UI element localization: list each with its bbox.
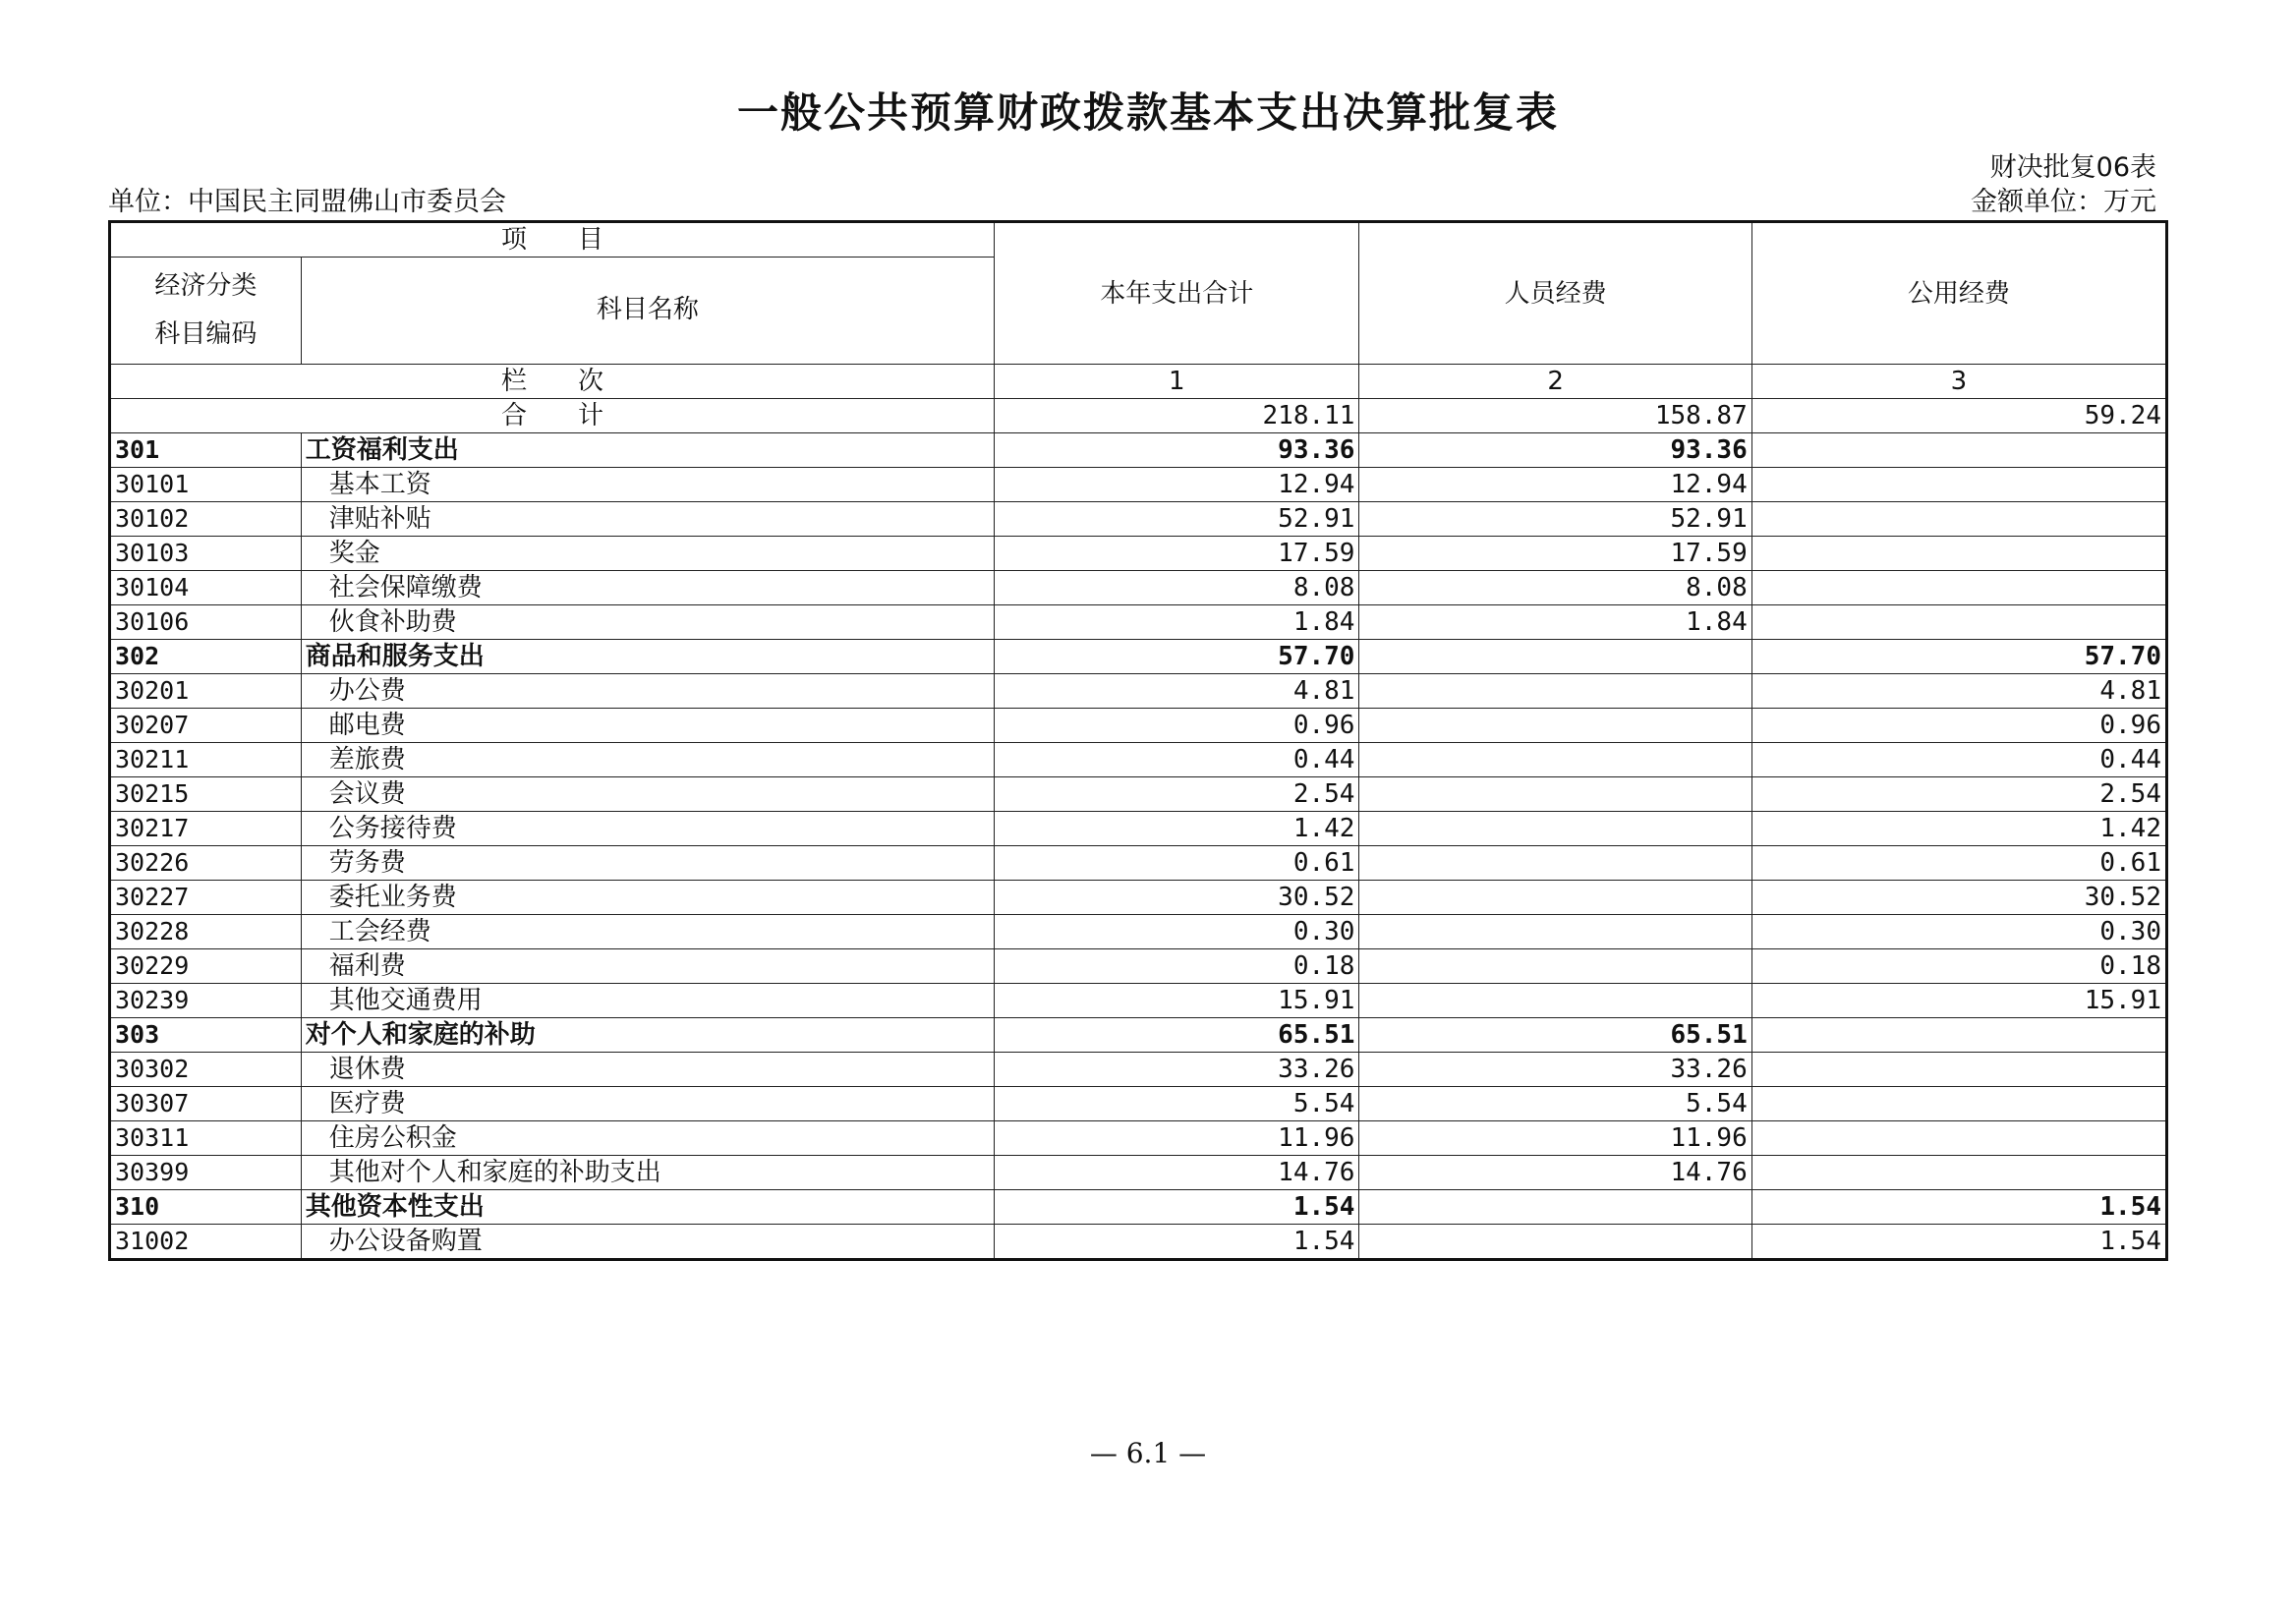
row-name: 基本工资 <box>301 468 994 502</box>
row-personnel <box>1359 949 1751 984</box>
row-public: 0.44 <box>1751 743 2166 777</box>
sum-public: 59.24 <box>1751 399 2166 433</box>
table-row <box>110 1225 2167 1260</box>
row-code: 30239 <box>110 984 302 1018</box>
col-index-3: 3 <box>1751 365 2166 399</box>
header-public: 公用经费 <box>1751 222 2166 365</box>
row-public <box>1751 468 2166 502</box>
row-public: 57.70 <box>1751 640 2166 674</box>
sum-label: 合 计 <box>110 399 995 433</box>
row-code: 31002 <box>110 1225 302 1260</box>
col-index-2: 2 <box>1359 365 1751 399</box>
row-total: 1.54 <box>994 1225 1358 1260</box>
row-code: 30215 <box>110 777 302 812</box>
row-personnel <box>1359 743 1751 777</box>
row-personnel <box>1359 709 1751 743</box>
row-code: 30104 <box>110 571 302 605</box>
row-personnel: 17.59 <box>1359 537 1751 571</box>
row-code: 30103 <box>110 537 302 571</box>
row-personnel <box>1359 812 1751 846</box>
unit-label: 单位：中国民主同盟佛山市委员会 <box>108 187 506 217</box>
row-personnel <box>1359 984 1751 1018</box>
row-total: 14.76 <box>994 1156 1358 1190</box>
page-number: — 6.1 — <box>1089 1437 1207 1469</box>
sum-row <box>110 399 2167 433</box>
sum-personnel: 158.87 <box>1359 399 1751 433</box>
row-public <box>1751 537 2166 571</box>
row-name: 住房公积金 <box>301 1121 994 1156</box>
row-name: 其他交通费用 <box>301 984 994 1018</box>
row-code: 30227 <box>110 881 302 915</box>
row-name: 津贴补贴 <box>301 502 994 537</box>
row-code: 30101 <box>110 468 302 502</box>
row-name: 办公设备购置 <box>301 1225 994 1260</box>
table-row <box>110 881 2167 915</box>
row-code: 30106 <box>110 605 302 640</box>
table-row <box>110 915 2167 949</box>
table-row <box>110 674 2167 709</box>
row-code: 301 <box>110 433 302 468</box>
row-total: 5.54 <box>994 1087 1358 1121</box>
row-total: 52.91 <box>994 502 1358 537</box>
row-public <box>1751 1121 2166 1156</box>
row-public <box>1751 502 2166 537</box>
row-code: 303 <box>110 1018 302 1053</box>
row-public <box>1751 571 2166 605</box>
col-index-1: 1 <box>994 365 1358 399</box>
row-code: 30217 <box>110 812 302 846</box>
row-total: 12.94 <box>994 468 1358 502</box>
row-personnel: 52.91 <box>1359 502 1751 537</box>
row-public: 30.52 <box>1751 881 2166 915</box>
row-code: 30399 <box>110 1156 302 1190</box>
table-row <box>110 1156 2167 1190</box>
row-personnel: 33.26 <box>1359 1053 1751 1087</box>
row-name: 医疗费 <box>301 1087 994 1121</box>
form-number: 财决批复06表 <box>1989 152 2156 183</box>
row-total: 30.52 <box>994 881 1358 915</box>
table-row <box>110 1053 2167 1087</box>
table-row <box>110 433 2167 468</box>
row-total: 0.30 <box>994 915 1358 949</box>
sum-total: 218.11 <box>994 399 1358 433</box>
row-code: 30228 <box>110 915 302 949</box>
row-name: 公务接待费 <box>301 812 994 846</box>
row-total: 15.91 <box>994 984 1358 1018</box>
table-row <box>110 743 2167 777</box>
row-code: 30307 <box>110 1087 302 1121</box>
row-code: 30207 <box>110 709 302 743</box>
row-code: 30201 <box>110 674 302 709</box>
table-row <box>110 1087 2167 1121</box>
row-public: 15.91 <box>1751 984 2166 1018</box>
row-personnel <box>1359 1190 1751 1225</box>
table-row <box>110 984 2167 1018</box>
row-personnel: 11.96 <box>1359 1121 1751 1156</box>
row-total: 0.18 <box>994 949 1358 984</box>
table-row <box>110 1018 2167 1053</box>
table-row <box>110 1190 2167 1225</box>
table-row <box>110 537 2167 571</box>
row-personnel <box>1359 846 1751 881</box>
table-row <box>110 949 2167 984</box>
row-total: 17.59 <box>994 537 1358 571</box>
row-public <box>1751 433 2166 468</box>
row-name: 委托业务费 <box>301 881 994 915</box>
header-econ-class <box>110 258 302 365</box>
row-personnel <box>1359 674 1751 709</box>
table-row <box>110 812 2167 846</box>
row-name: 福利费 <box>301 949 994 984</box>
row-personnel <box>1359 777 1751 812</box>
row-total: 65.51 <box>994 1018 1358 1053</box>
table-row <box>110 571 2167 605</box>
row-personnel: 14.76 <box>1359 1156 1751 1190</box>
row-total: 4.81 <box>994 674 1358 709</box>
row-personnel <box>1359 1225 1751 1260</box>
row-total: 8.08 <box>994 571 1358 605</box>
row-public: 0.61 <box>1751 846 2166 881</box>
row-total: 11.96 <box>994 1121 1358 1156</box>
page-title: 一般公共预算财政拨款基本支出决算批复表 <box>736 88 1559 137</box>
row-personnel: 65.51 <box>1359 1018 1751 1053</box>
table-row <box>110 502 2167 537</box>
row-personnel <box>1359 915 1751 949</box>
row-public <box>1751 1156 2166 1190</box>
row-public <box>1751 605 2166 640</box>
header-row-index <box>110 365 2167 399</box>
row-name: 工会经费 <box>301 915 994 949</box>
budget-table <box>108 220 2168 1261</box>
row-public: 0.18 <box>1751 949 2166 984</box>
row-name: 其他对个人和家庭的补助支出 <box>301 1156 994 1190</box>
row-total: 0.44 <box>994 743 1358 777</box>
row-name: 社会保障缴费 <box>301 571 994 605</box>
row-name: 商品和服务支出 <box>301 640 994 674</box>
row-public: 2.54 <box>1751 777 2166 812</box>
row-code: 30311 <box>110 1121 302 1156</box>
row-name: 会议费 <box>301 777 994 812</box>
header-econ-class-line2: 科目编码 <box>154 319 258 349</box>
row-public <box>1751 1053 2166 1087</box>
table-row <box>110 777 2167 812</box>
row-name: 差旅费 <box>301 743 994 777</box>
row-total: 2.54 <box>994 777 1358 812</box>
row-personnel <box>1359 881 1751 915</box>
header-subject-name: 科目名称 <box>301 258 994 365</box>
row-code: 30229 <box>110 949 302 984</box>
header-project: 项 目 <box>110 222 995 258</box>
row-personnel: 5.54 <box>1359 1087 1751 1121</box>
table-row <box>110 1121 2167 1156</box>
row-total: 0.61 <box>994 846 1358 881</box>
row-code: 30211 <box>110 743 302 777</box>
amount-unit: 金额单位：万元 <box>1971 187 2156 217</box>
row-total: 1.84 <box>994 605 1358 640</box>
row-total: 57.70 <box>994 640 1358 674</box>
row-public <box>1751 1018 2166 1053</box>
table-row <box>110 468 2167 502</box>
row-personnel: 1.84 <box>1359 605 1751 640</box>
header-row-project <box>110 222 2167 258</box>
row-name: 其他资本性支出 <box>301 1190 994 1225</box>
row-public <box>1751 1087 2166 1121</box>
row-public: 1.54 <box>1751 1190 2166 1225</box>
row-public: 0.30 <box>1751 915 2166 949</box>
row-public: 1.42 <box>1751 812 2166 846</box>
row-index-label: 栏 次 <box>110 365 995 399</box>
header-personnel: 人员经费 <box>1359 222 1751 365</box>
row-personnel: 8.08 <box>1359 571 1751 605</box>
row-code: 30102 <box>110 502 302 537</box>
row-total: 93.36 <box>994 433 1358 468</box>
row-name: 办公费 <box>301 674 994 709</box>
row-name: 对个人和家庭的补助 <box>301 1018 994 1053</box>
row-code: 310 <box>110 1190 302 1225</box>
table-row <box>110 605 2167 640</box>
row-name: 退休费 <box>301 1053 994 1087</box>
header-total: 本年支出合计 <box>994 222 1358 365</box>
row-name: 奖金 <box>301 537 994 571</box>
row-name: 工资福利支出 <box>301 433 994 468</box>
row-personnel <box>1359 640 1751 674</box>
table-row <box>110 846 2167 881</box>
row-code: 302 <box>110 640 302 674</box>
row-code: 30226 <box>110 846 302 881</box>
header-econ-class-line1: 经济分类 <box>154 270 258 301</box>
row-total: 0.96 <box>994 709 1358 743</box>
row-personnel: 12.94 <box>1359 468 1751 502</box>
row-total: 1.42 <box>994 812 1358 846</box>
row-name: 邮电费 <box>301 709 994 743</box>
table-row <box>110 640 2167 674</box>
row-name: 劳务费 <box>301 846 994 881</box>
row-total: 1.54 <box>994 1190 1358 1225</box>
row-public: 4.81 <box>1751 674 2166 709</box>
row-name: 伙食补助费 <box>301 605 994 640</box>
row-code: 30302 <box>110 1053 302 1087</box>
row-total: 33.26 <box>994 1053 1358 1087</box>
row-public: 1.54 <box>1751 1225 2166 1260</box>
row-public: 0.96 <box>1751 709 2166 743</box>
table-row <box>110 709 2167 743</box>
row-personnel: 93.36 <box>1359 433 1751 468</box>
